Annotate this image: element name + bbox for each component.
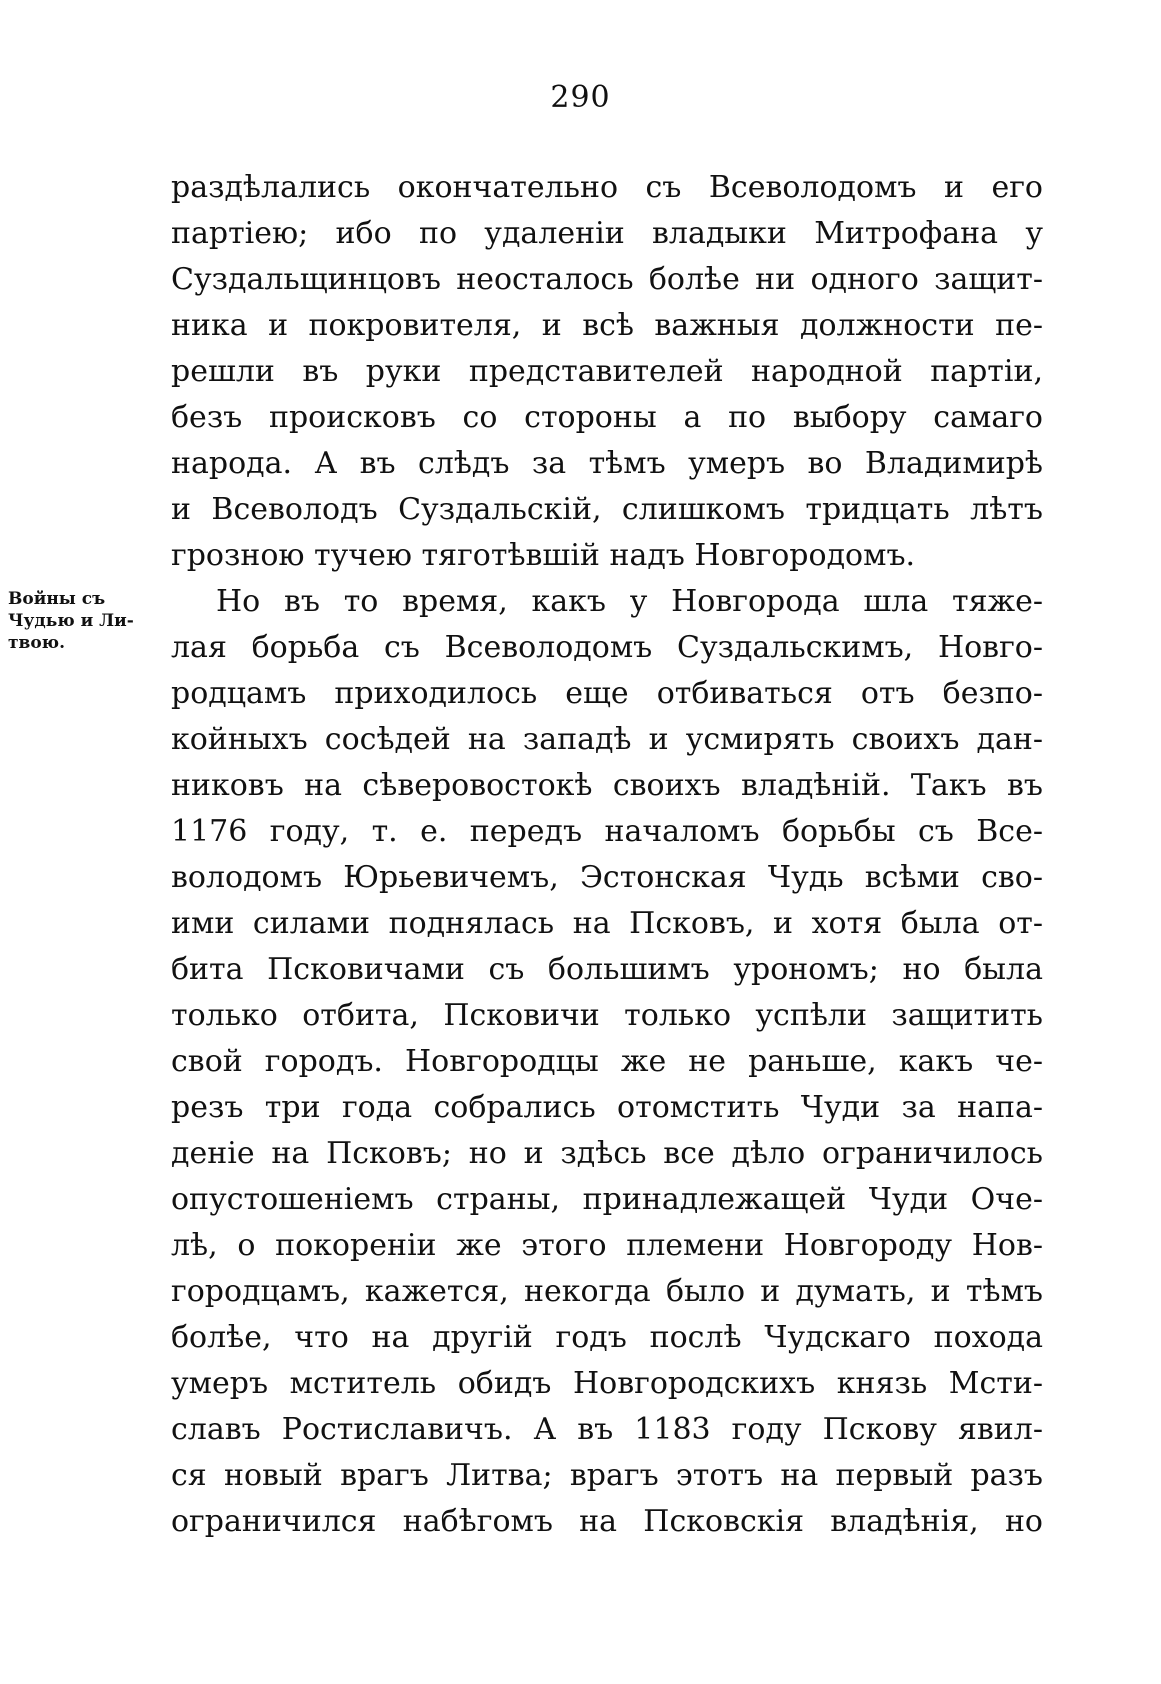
page-number: 290 — [550, 80, 611, 115]
text-line: резъ три года собрались отомстить Чуди за напа- — [171, 1090, 1043, 1125]
text-line: лая борьба съ Всеволодомъ Суздальскимъ, Новго- — [171, 630, 1043, 665]
text-line: опустошеніемъ страны, принадлежащей Чуди Оче- — [171, 1182, 1043, 1217]
text-line: деніе на Псковъ; но и здѣсь все дѣло ограничилось — [171, 1136, 1043, 1171]
text-line: славъ Ростиславичъ. А въ 1183 году Пскову явил- — [171, 1412, 1043, 1447]
text-line: ся новый врагъ Литва; врагъ этотъ на первый разъ — [171, 1458, 1043, 1493]
margin-note-line: Чудью и Ли- — [8, 611, 134, 631]
margin-note — [8, 588, 168, 654]
text-line: ими силами поднялась на Псковъ, и хотя была от- — [171, 906, 1043, 941]
text-line: безъ происковъ со стороны а по выбору самаго — [171, 400, 1043, 435]
text-line: раздѣлались окончательно съ Всеволодомъ и его — [171, 170, 1043, 205]
text-line: ограничился набѣгомъ на Псковскія владѣнія, но — [171, 1504, 1043, 1539]
text-line: 1176 году, т. е. передъ началомъ борьбы съ Все- — [171, 814, 1043, 849]
margin-note-line: Войны съ — [8, 589, 106, 609]
text-line: свой городъ. Новгородцы же не раньше, какъ че- — [171, 1044, 1043, 1079]
text-line: лѣ, о покореніи же этого племени Новгороду Нов- — [171, 1228, 1043, 1263]
text-line: родцамъ приходилось еще отбиваться отъ безпо- — [171, 676, 1043, 711]
text-line: умеръ мститель обидъ Новгородскихъ князь Мсти- — [171, 1366, 1043, 1401]
text-line: никовъ на сѣверовостокѣ своихъ владѣній. Такъ въ — [171, 768, 1043, 803]
paragraph-start-line: Но въ то время, какъ у Новгорода шла тяже- — [216, 584, 1043, 619]
text-line: ника и покровителя, и всѣ важныя должности пе- — [171, 308, 1043, 343]
text-line: народа. А въ слѣдъ за тѣмъ умеръ во Владимирѣ — [171, 446, 1043, 481]
body-text — [171, 165, 1043, 1545]
text-line: Суздальщинцовъ неосталось болѣе ни одного защит- — [171, 262, 1043, 297]
text-line: койныхъ сосѣдей на западѣ и усмирять своихъ дан- — [171, 722, 1043, 757]
text-line: городцамъ, кажется, некогда было и думать, и тѣмъ — [171, 1274, 1043, 1309]
text-line: решли въ руки представителей народной партіи, — [171, 354, 1043, 389]
text-line: партіею; ибо по удаленіи владыки Митрофана у — [171, 216, 1043, 251]
text-line: бита Псковичами съ большимъ урономъ; но была — [171, 952, 1043, 987]
text-line: володомъ Юрьевичемъ, Эстонская Чудь всѣми сво- — [171, 860, 1043, 895]
text-line: грозною тучею тяготѣвшій надъ Новгородомъ. — [171, 538, 916, 573]
text-line: болѣе, что на другій годъ послѣ Чудскаго похода — [171, 1320, 1043, 1355]
margin-note-line: твою. — [8, 633, 66, 653]
text-line: и Всеволодъ Суздальскій, слишкомъ тридцать лѣтъ — [171, 492, 1043, 527]
text-line: только отбита, Псковичи только успѣли защитить — [171, 998, 1043, 1033]
